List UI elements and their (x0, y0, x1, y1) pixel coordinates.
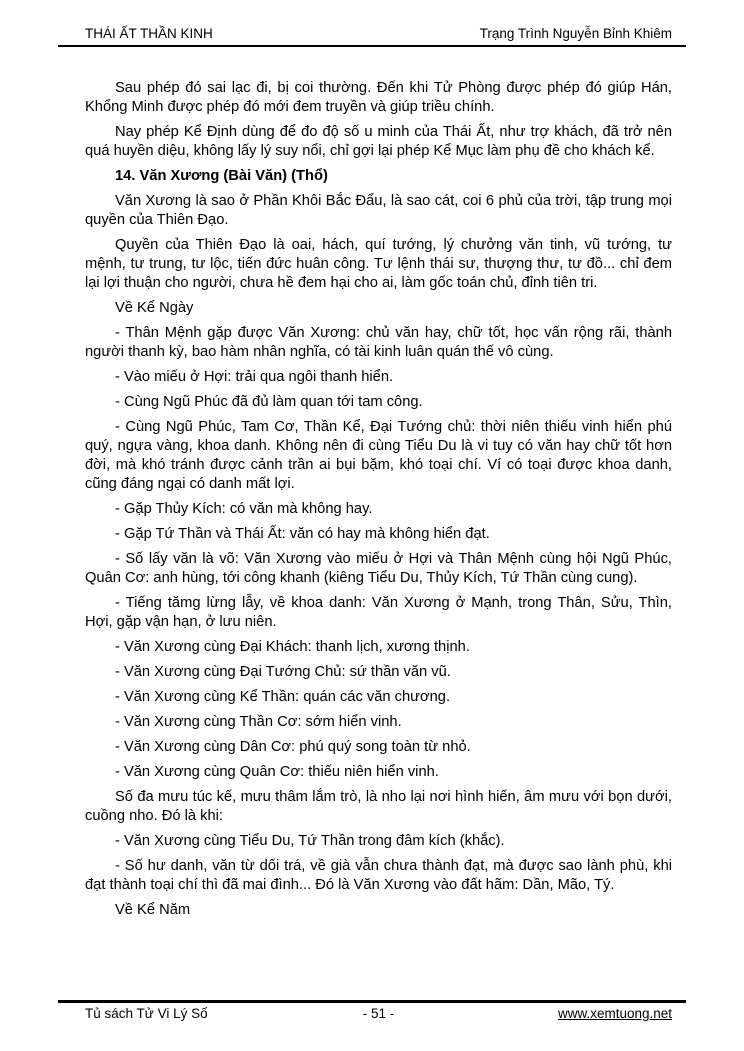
list-item: - Số lấy văn là võ: Văn Xương vào miếu ở Hợi và Thân Mệnh cùng hội Ngũ Phúc, Quân Cơ: anh hùng, tới công khanh (kiêng Tiểu Du, Thủy Kích, Tứ Thần cùng cung). (85, 551, 672, 586)
list-item: - Gặp Tứ Thần và Thái Ất: văn có hay mà không hiển đạt. (115, 526, 490, 542)
list-item: - Thân Mệnh gặp được Văn Xương: chủ văn hay, chữ tốt, học vấn rộng rãi, thành người thanh kỳ, bao hàm nhân nghĩa, có tài kinh luân quán thế vô cùng. (85, 325, 672, 360)
list-item: - Văn Xương cùng Đại Khách: thanh lịch, xương thịnh. (115, 639, 470, 655)
list-item: - Tiếng tămg lừng lẫy, về khoa danh: Văn Xương ở Mạnh, trong Thân, Sửu, Thìn, Hợi, gặp vận hạn, ở lưu niên. (85, 595, 672, 630)
list-item: - Văn Xương cùng Đại Tướng Chủ: sứ thần văn vũ. (115, 664, 451, 680)
list-item: - Văn Xương cùng Dân Cơ: phú quý song toàn từ nhỏ. (115, 739, 471, 755)
subsection-label: Về Kể Ngày (115, 300, 194, 316)
list-item: - Số hư danh, văn từ dối trá, về già vẫn chưa thành đạt, mà được sao lành phù, khi đạt thành toại chí thì đã mai đình... Đó là Văn Xương vào đất hãm: Dần, Mão, Tý. (85, 858, 672, 893)
footer-page-number: - 51 - (362, 1006, 395, 1021)
footer-rule (58, 1000, 686, 1003)
list-item: - Cùng Ngũ Phúc đã đủ làm quan tới tam công. (115, 394, 423, 410)
paragraph: Sau phép đó sai lạc đi, bị coi thường. Đến khi Tử Phòng được phép đó giúp Hán, Khổng Minh được phép đó mới đem truyền và giúp triều chính. (85, 80, 672, 115)
footer-series-title: Tủ sách Tử Vi Lý Số (85, 1006, 208, 1021)
document-body (85, 79, 672, 926)
paragraph: Nay phép Kể Định dùng để đo độ số u minh của Thái Ất, như trợ khách, đã trở nên quá huyền diệu, không lấy lý suy nổi, chỉ gợi lại phép Kể Mục làm phụ đề cho khách kể. (85, 124, 672, 159)
footer-website-link[interactable]: www.xemtuong.net (557, 1006, 673, 1021)
list-item: - Văn Xương cùng Quân Cơ: thiếu niên hiển vinh. (115, 764, 439, 780)
header-rule (58, 45, 686, 47)
paragraph: Quyền của Thiên Đạo là oai, hách, quí tướng, lý chưởng văn tinh, vũ tướng, tư mệnh, tư trung, tư lộc, tiến đức huân công. Tư lệnh thái sư, thượng thư, tư đồ... chỉ đem lại lợi thuận cho người, chưa hề đem hại cho ai, làm gốc toán chủ, đỉnh tiên tri. (85, 237, 672, 291)
paragraph: Số đa mưu túc kế, mưu thâm lắm trò, là nho lại nơi hình hiến, âm mưu với bọn dưới, cuồng nho. Đó là khi: (85, 789, 672, 824)
list-item: - Văn Xương cùng Kể Thần: quán các văn chương. (115, 689, 451, 705)
section-heading: 14. Văn Xương (Bài Văn) (Thổ) (115, 168, 328, 184)
page-header (85, 26, 672, 41)
list-item: - Văn Xương cùng Thần Cơ: sớm hiển vinh. (115, 714, 402, 730)
subsection-label: Về Kể Năm (115, 902, 191, 918)
paragraph: Văn Xương là sao ở Phần Khôi Bắc Đẩu, là sao cát, coi 6 phủ của trời, tập trung mọi quyền của Thiên Đạo. (85, 193, 672, 228)
list-item: - Gặp Thủy Kích: có văn mà không hay. (115, 501, 373, 517)
list-item: - Văn Xương cùng Tiểu Du, Tứ Thần trong đâm kích (khắc). (115, 833, 505, 849)
list-item: - Cùng Ngũ Phúc, Tam Cơ, Thần Kể, Đại Tướng chủ: thời niên thiếu vinh hiển phú quý, ngựa vàng, khoa danh. Không nên đi cùng Tiểu Du là vi tuy có văn hay chữ tốt hơn đời, mà khó tránh được cảnh trần ai bụi bặm, khó toại chí. Ví có toại được khoa danh, cũng đáng ngại có danh mất lợi. (85, 419, 672, 492)
page-footer (85, 1006, 672, 1021)
list-item: - Vào miếu ở Hợi: trải qua ngôi thanh hiển. (115, 369, 394, 385)
header-author: Trạng Trình Nguyễn Bỉnh Khiêm (479, 26, 672, 41)
header-book-title: THÁI ẤT THẦN KINH (85, 26, 213, 41)
